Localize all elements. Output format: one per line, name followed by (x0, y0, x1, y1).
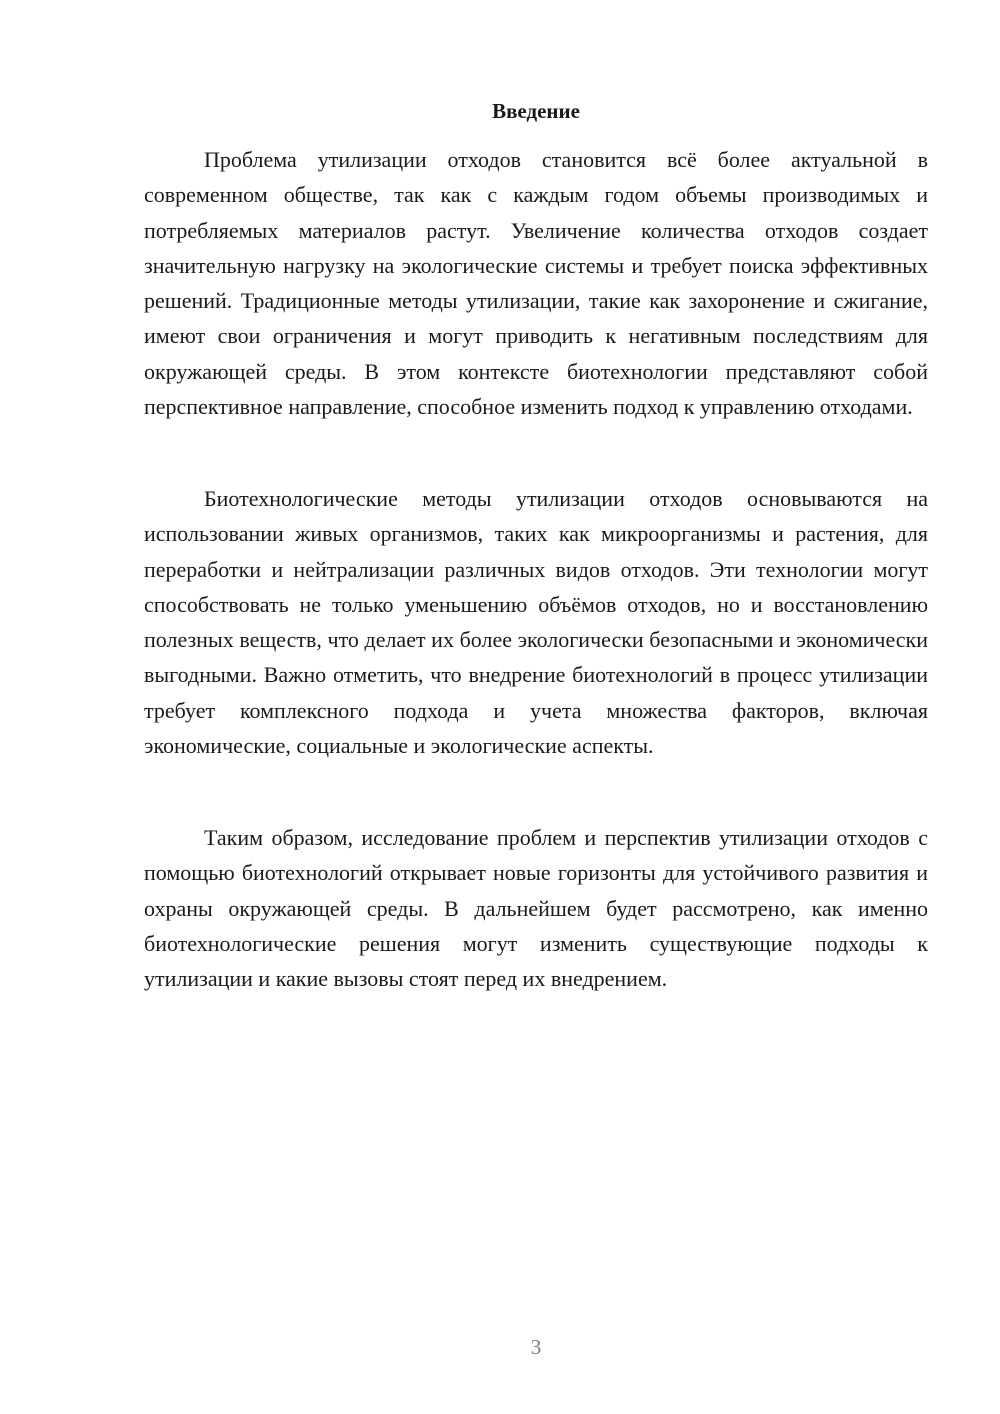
section-heading: Введение (492, 99, 580, 123)
paragraph-1: Проблема утилизации отходов становится всё более актуальной в современном обществе, так как с каждым годом объемы производимых и потребляемых материалов растут. Увеличение количества отходов создает значительную нагрузку на экологические системы и требует поиска эффективных решений. Традиционные методы утилизации, такие как захоронение и сжигание, имеют свои ограничения и могут приводить к негативным последствиям для окружающей среды. В этом контексте биотехнологии представляют собой перспективное направление, способное изменить подход к управлению отходами. (144, 147, 928, 420)
paragraph-3: Таким образом, исследование проблем и перспектив утилизации отходов с помощью биотехнологий открывает новые горизонты для устойчивого развития и охраны окружающей среды. В дальнейшем будет рассмотрено, как именно биотехнологические решения могут изменить существующие подходы к утилизации и какие вызовы стоят перед их внедрением. (144, 825, 928, 992)
paragraph-2: Биотехнологические методы утилизации отходов основываются на использовании живых организмов, таких как микроорганизмы и растения, для переработки и нейтрализации различных видов отходов. Эти технологии могут способствовать не только уменьшению объёмов отходов, но и восстановлению полезных веществ, что делает их более экологически безопасными и экономически выгодными. Важно отметить, что внедрение биотехнологий в процесс утилизации требует комплексного подхода и учета множества факторов, включая экономические, социальные и экологические аспекты. (144, 486, 928, 759)
page-number: 3 (530, 1335, 542, 1359)
